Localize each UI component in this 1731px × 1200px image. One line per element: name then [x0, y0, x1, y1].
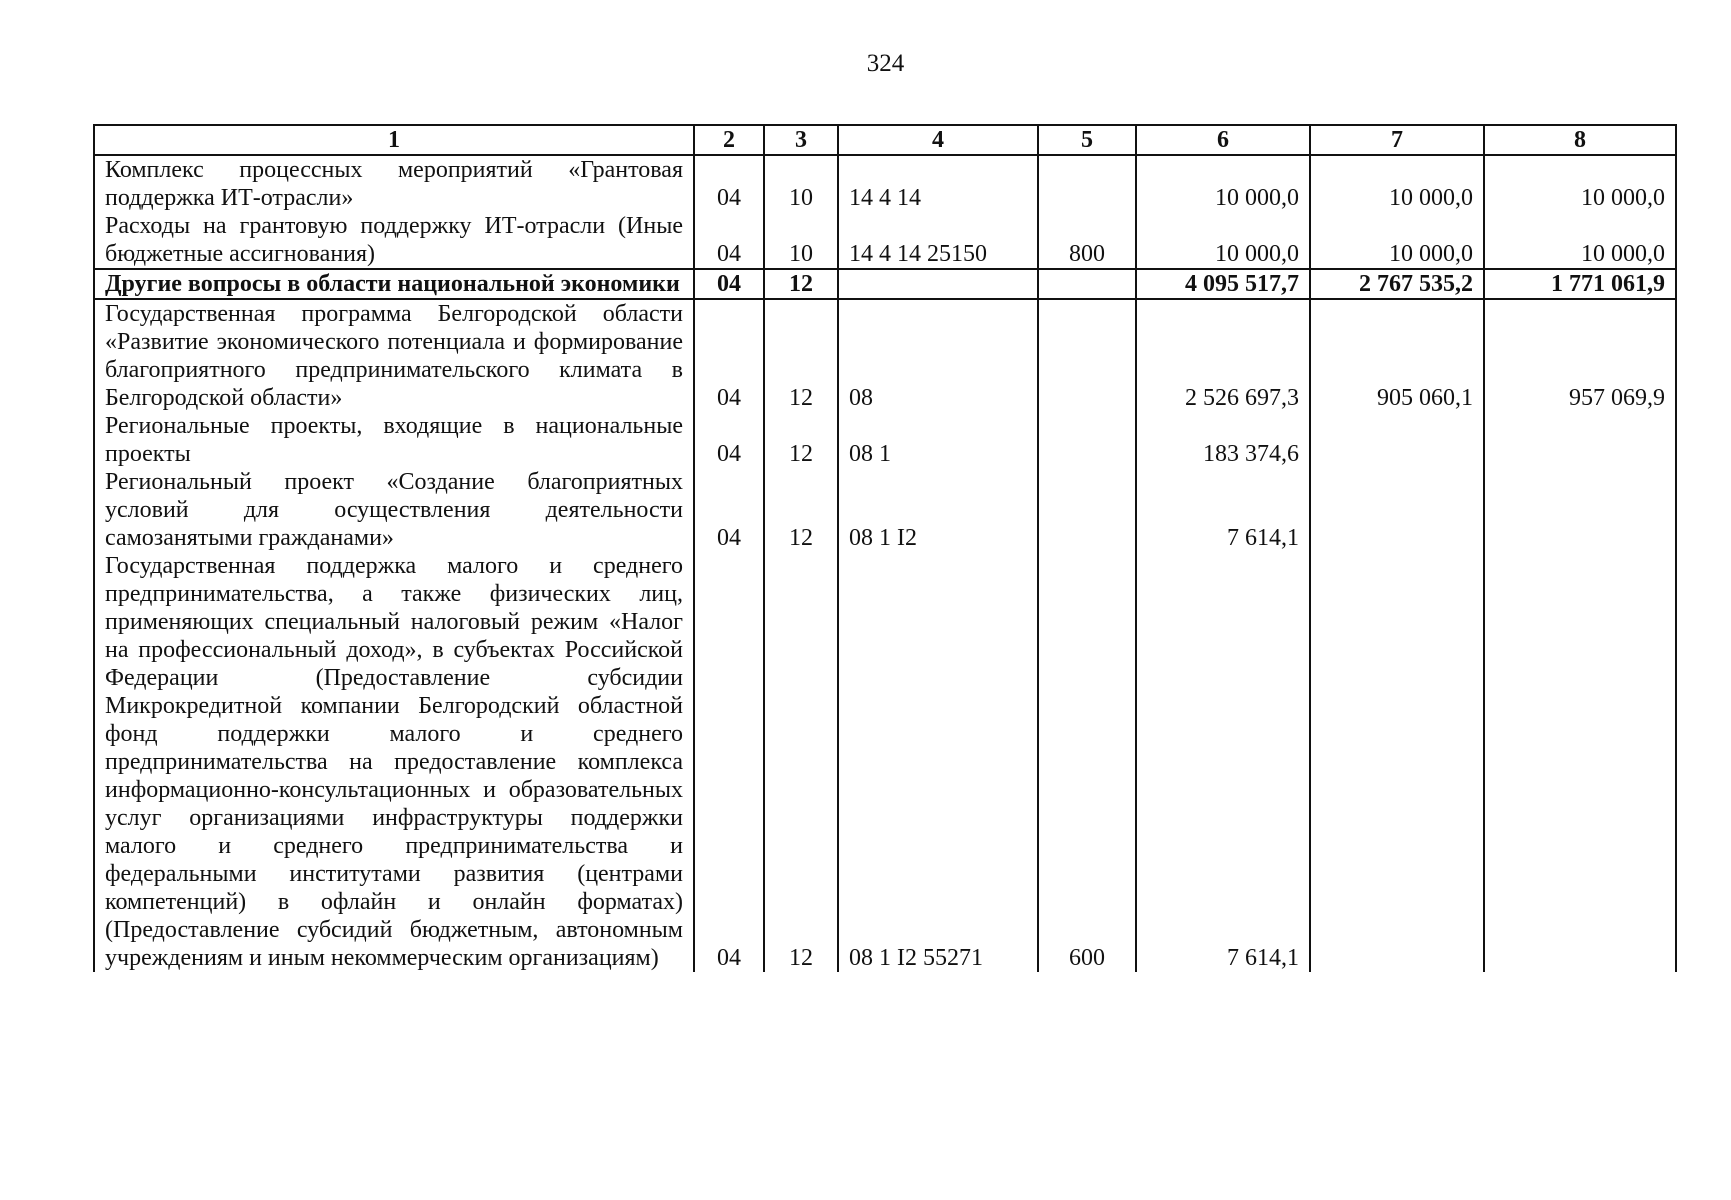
- table-row: [94, 155, 1676, 212]
- row-name: Региональные проекты, входящие в национальные проекты: [94, 412, 694, 468]
- table-row: [94, 412, 1676, 468]
- row-amount-year1: 7 614,1: [1136, 468, 1310, 552]
- row-target-article: [838, 269, 1038, 299]
- row-amount-year2: [1310, 468, 1484, 552]
- table-row: [94, 299, 1676, 412]
- row-amount-year3: 10 000,0: [1484, 155, 1676, 212]
- row-section: 04: [694, 155, 764, 212]
- row-amount-year3: [1484, 412, 1676, 468]
- header-col-8: 8: [1484, 125, 1676, 155]
- row-section: 04: [694, 299, 764, 412]
- budget-table: [93, 124, 1677, 972]
- row-subsection: 12: [764, 269, 838, 299]
- row-section: 04: [694, 412, 764, 468]
- table-row: [94, 212, 1676, 269]
- row-section: 04: [694, 269, 764, 299]
- row-subsection: 12: [764, 468, 838, 552]
- header-col-1: 1: [94, 125, 694, 155]
- row-amount-year3: 957 069,9: [1484, 299, 1676, 412]
- row-amount-year3: [1484, 552, 1676, 972]
- row-expense-type: 800: [1038, 212, 1136, 269]
- row-amount-year1: 10 000,0: [1136, 155, 1310, 212]
- row-subsection: 12: [764, 299, 838, 412]
- page-number: 324: [866, 50, 905, 77]
- row-expense-type: [1038, 269, 1136, 299]
- row-subsection: 12: [764, 412, 838, 468]
- row-amount-year2: 905 060,1: [1310, 299, 1484, 412]
- row-amount-year2: [1310, 552, 1484, 972]
- header-col-2: 2: [694, 125, 764, 155]
- row-target-article: 08 1 I2 55271: [838, 552, 1038, 972]
- header-col-3: 3: [764, 125, 838, 155]
- row-amount-year2: 10 000,0: [1310, 212, 1484, 269]
- header-col-4: 4: [838, 125, 1038, 155]
- table-row: [94, 269, 1676, 299]
- row-target-article: 14 4 14 25150: [838, 212, 1038, 269]
- row-amount-year3: 1 771 061,9: [1484, 269, 1676, 299]
- header-col-5: 5: [1038, 125, 1136, 155]
- row-amount-year1: 7 614,1: [1136, 552, 1310, 972]
- row-amount-year2: 2 767 535,2: [1310, 269, 1484, 299]
- row-expense-type: [1038, 299, 1136, 412]
- row-amount-year1: 4 095 517,7: [1136, 269, 1310, 299]
- row-section: 04: [694, 212, 764, 269]
- row-name: Расходы на грантовую поддержку ИТ-отрасли (Иные бюджетные ассигнования): [94, 212, 694, 269]
- row-name: Другие вопросы в области национальной экономики: [94, 269, 694, 299]
- row-amount-year3: [1484, 468, 1676, 552]
- row-amount-year2: [1310, 412, 1484, 468]
- row-section: 04: [694, 552, 764, 972]
- row-amount-year2: 10 000,0: [1310, 155, 1484, 212]
- row-subsection: 10: [764, 155, 838, 212]
- row-name: Государственная программа Белгородской области «Развитие экономического потенциала и формирование благоприятного предпринимательского климата в Белгородской области»: [94, 299, 694, 412]
- row-name: Региональный проект «Создание благоприятных условий для осуществления деятельности самозанятыми гражданами»: [94, 468, 694, 552]
- row-expense-type: 600: [1038, 552, 1136, 972]
- row-amount-year1: 2 526 697,3: [1136, 299, 1310, 412]
- table-row: [94, 468, 1676, 552]
- row-expense-type: [1038, 468, 1136, 552]
- row-section: 04: [694, 468, 764, 552]
- row-expense-type: [1038, 155, 1136, 212]
- row-target-article: 08: [838, 299, 1038, 412]
- row-target-article: 14 4 14: [838, 155, 1038, 212]
- row-expense-type: [1038, 412, 1136, 468]
- row-amount-year1: 10 000,0: [1136, 212, 1310, 269]
- row-target-article: 08 1 I2: [838, 468, 1038, 552]
- header-col-7: 7: [1310, 125, 1484, 155]
- row-name: Государственная поддержка малого и среднего предпринимательства, а также физических лиц, применяющих специальный налоговый режим «Налог на профессиональный доход», в субъектах Российской Федерации (Предоставление субсидии Микрокредитной компании Белгородский областной фонд поддержки малого и среднего предпринимательства на предоставление комплекса информационно-консультационных и образовательных услуг организациями инфраструктуры поддержки малого и среднего предпринимательства и федеральными институтами развития (центрами компетенций) в офлайн и онлайн форматах) (Предоставление субсидий бюджетным, автономным учреждениям и иным некоммерческим организациям): [94, 552, 694, 972]
- header-col-6: 6: [1136, 125, 1310, 155]
- row-target-article: 08 1: [838, 412, 1038, 468]
- row-amount-year1: 183 374,6: [1136, 412, 1310, 468]
- row-amount-year3: 10 000,0: [1484, 212, 1676, 269]
- header-row: [94, 125, 1676, 155]
- row-name: Комплекс процессных мероприятий «Грантовая поддержка ИТ-отрасли»: [94, 155, 694, 212]
- row-subsection: 12: [764, 552, 838, 972]
- row-subsection: 10: [764, 212, 838, 269]
- table-row: [94, 552, 1676, 972]
